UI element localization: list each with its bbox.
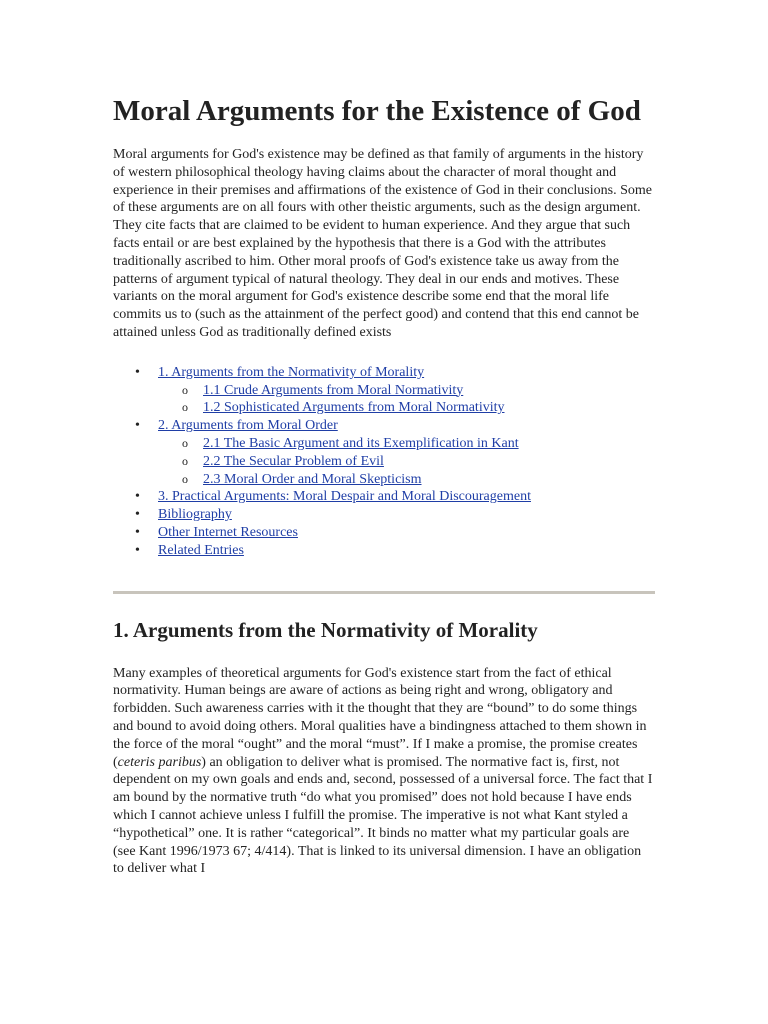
bullet-icon: • [135, 418, 140, 434]
article [113, 92, 655, 878]
toc-link-basic-argument-kant[interactable]: 2.1 The Basic Argument and its Exemplification in Kant [203, 435, 519, 451]
toc-link-normativity[interactable]: 1. Arguments from the Normativity of Morality [158, 364, 425, 380]
bullet-icon: • [135, 507, 140, 523]
toc-link-moral-order[interactable]: 2. Arguments from Moral Order [158, 418, 338, 434]
toc-link-sophisticated-arguments[interactable]: 1.2 Sophisticated Arguments from Moral Normativity [203, 400, 505, 416]
toc-item-1 [113, 364, 655, 417]
toc-item-2-3 [158, 471, 655, 489]
toc-link-internet-resources[interactable]: Other Internet Resources [158, 524, 298, 540]
toc-item-bibliography [113, 506, 655, 524]
toc-item-1-1 [158, 382, 655, 400]
sub-bullet-icon: o [182, 435, 188, 450]
toc-item-internet-resources [113, 524, 655, 542]
toc-sublist-2 [158, 435, 655, 488]
toc-link-moral-skepticism[interactable]: 2.3 Moral Order and Moral Skepticism [203, 471, 422, 487]
bullet-icon: • [135, 524, 140, 540]
paragraph-italic-term: ceteris paribus [117, 754, 202, 770]
toc-item-2-1 [158, 435, 655, 453]
toc-link-crude-arguments[interactable]: 1.1 Crude Arguments from Moral Normativity [203, 382, 464, 398]
section-heading: 1. Arguments from the Normativity of Morality [113, 617, 538, 642]
paragraph-text-start: Many examples of theoretical arguments for God's existence start from the fact of ethical normativity. Human beings are aware of actions as being right and wrong, obligatory and forbidden. Such awareness carries with it the thought that they are “bound” to do some things and bound to avoid doing others. Moral qualities have a bindingness attached to them shown in the force of the moral “ought” and the moral “must”. If I make a promise, the promise creates ( [113, 665, 647, 770]
toc-link-secular-problem-of-evil[interactable]: 2.2 The Secular Problem of Evil [203, 453, 384, 469]
bullet-icon: • [135, 364, 140, 380]
sub-bullet-icon: o [182, 382, 188, 397]
toc-link-related-entries[interactable]: Related Entries [158, 542, 244, 558]
toc-sublist-1 [158, 382, 655, 418]
toc-item-related-entries [113, 542, 655, 560]
intro-paragraph: Moral arguments for God's existence may be defined as that family of arguments in the history of western philosophical theology having claims about the character of moral thought and experience in their premises and affirmations of the existence of God in their conclusions. Some of these arguments are on all fours with other theistic arguments, such as the design argument. They cite facts that are claimed to be evident to human experience. And they argue that such facts entail or are best explained by the hypothesis that there is a God with the attributes traditionally ascribed to him. Other moral proofs of God's existence take us away from the patterns of argument typical of natural theology. They deal in our ends and motives. These variants on the moral argument for God's existence describe some end that the moral life commits us to (such as the attainment of the perfect good) and contend that this end cannot be attained unless God as traditionally defined exists [113, 147, 652, 340]
toc-item-3 [113, 488, 655, 506]
bullet-icon: • [135, 542, 140, 558]
paragraph-text-end: ) an obligation to deliver what is promised. The normative fact is, first, not dependent on my own goals and ends and, second, possessed of a universal force. The fact that I am bound by the normative truth “do what you promised” does not hold because I have ends which I cannot achieve unless I fulfill the promise. The imperative is not what Kant styled a “hypothetical” one. It is rather “categorical”. It binds no matter what my particular goals are (see Kant 1996/1973 67; 4/414). That is linked to its universal dimension. I have an obligation to deliver what I [113, 754, 653, 877]
section-divider [113, 591, 655, 594]
table-of-contents [113, 364, 655, 560]
page-title: Moral Arguments for the Existence of God [113, 95, 641, 127]
sub-bullet-icon: o [182, 453, 188, 468]
sub-bullet-icon: o [182, 400, 188, 415]
toc-item-2-2 [158, 453, 655, 471]
sub-bullet-icon: o [182, 471, 188, 486]
toc-item-1-2 [158, 399, 655, 417]
section-paragraph [113, 665, 655, 879]
toc-item-2 [113, 417, 655, 488]
toc-link-practical-arguments[interactable]: 3. Practical Arguments: Moral Despair and Moral Discouragement [158, 489, 531, 505]
toc-link-bibliography[interactable]: Bibliography [158, 507, 232, 523]
bullet-icon: • [135, 489, 140, 505]
